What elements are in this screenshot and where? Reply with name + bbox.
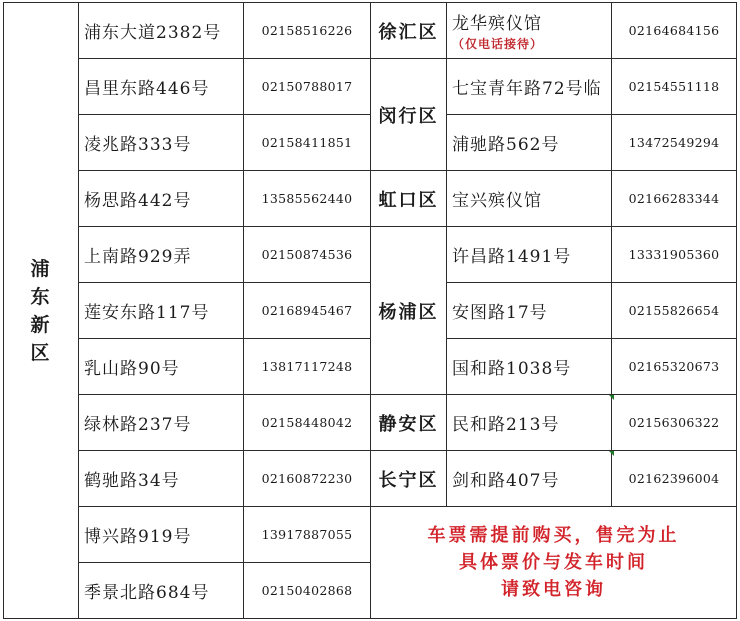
table-row	[4, 283, 737, 339]
cell-corner-marker	[609, 395, 614, 400]
address-cell: 安图路17号	[447, 283, 612, 339]
address-cell: 民和路213号	[447, 395, 612, 451]
district-jingan: 静安区	[371, 395, 447, 451]
phone-cell: 13917887055	[244, 507, 371, 563]
table-row	[4, 3, 737, 59]
district-changning: 长宁区	[371, 451, 447, 507]
address-cell: 剑和路407号	[447, 451, 612, 507]
address-cell: 博兴路919号	[79, 507, 244, 563]
district-pudong	[4, 3, 79, 619]
address-text: 龙华殡仪馆	[452, 14, 542, 34]
phone-cell: 13817117248	[244, 339, 371, 395]
address-cell: 绿林路237号	[79, 395, 244, 451]
district-char: 区	[30, 341, 52, 364]
address-cell: 国和路1038号	[447, 339, 612, 395]
table-row	[4, 395, 737, 451]
table-row	[4, 451, 737, 507]
cell-corner-marker	[609, 451, 614, 456]
phone-cell: 02150402868	[244, 563, 371, 619]
phone-cell: 02155826654	[612, 283, 737, 339]
phone-cell: 02165320673	[612, 339, 737, 395]
address-cell: 浦东大道2382号	[79, 3, 244, 59]
address-cell: 许昌路1491号	[447, 227, 612, 283]
table-row	[4, 59, 737, 115]
address-cell: 季景北路684号	[79, 563, 244, 619]
address-cell: 上南路929弄	[79, 227, 244, 283]
district-char: 东	[30, 285, 52, 308]
phone-cell: 02158411851	[244, 115, 371, 171]
address-cell: 乳山路90号	[79, 339, 244, 395]
notice-line: 车票需提前购买，售完为止	[427, 525, 680, 546]
phone-cell: 02154551118	[612, 59, 737, 115]
address-cell: 鹤驰路34号	[79, 451, 244, 507]
phone-cell: 02150874536	[244, 227, 371, 283]
phone-cell: 02158448042	[244, 395, 371, 451]
phone-cell: 02162396004	[612, 451, 737, 507]
district-char: 新	[30, 313, 52, 336]
phone-cell: 02160872230	[244, 451, 371, 507]
address-cell: 莲安东路117号	[79, 283, 244, 339]
phone-cell: 02164684156	[612, 3, 737, 59]
address-cell	[447, 3, 612, 59]
phone-cell: 02168945467	[244, 283, 371, 339]
ticket-outlet-table	[3, 2, 737, 619]
table-row	[4, 115, 737, 171]
table-row	[4, 171, 737, 227]
address-cell: 杨思路442号	[79, 171, 244, 227]
phone-cell: 02166283344	[612, 171, 737, 227]
address-cell: 昌里东路446号	[79, 59, 244, 115]
phone-cell: 13331905360	[612, 227, 737, 283]
phone-cell: 02158516226	[244, 3, 371, 59]
district-hongkou: 虹口区	[371, 171, 447, 227]
district-minhang: 闵行区	[371, 59, 447, 171]
notice-line: 请致电咨询	[501, 579, 606, 600]
phone-only-note: （仅电话接待）	[452, 37, 544, 51]
address-cell: 浦驰路562号	[447, 115, 612, 171]
table-row	[4, 507, 737, 563]
table-row	[4, 339, 737, 395]
address-cell: 凌兆路333号	[79, 115, 244, 171]
address-cell: 宝兴殡仪馆	[447, 171, 612, 227]
district-yangpu: 杨浦区	[371, 227, 447, 395]
district-xuhui: 徐汇区	[371, 3, 447, 59]
table-row	[4, 227, 737, 283]
phone-cell: 13472549294	[612, 115, 737, 171]
notice-line: 具体票价与发车时间	[459, 552, 648, 573]
phone-cell: 02150788017	[244, 59, 371, 115]
ticket-notice	[371, 507, 737, 619]
address-cell: 七宝青年路72号临	[447, 59, 612, 115]
district-char: 浦	[30, 257, 52, 280]
phone-cell: 13585562440	[244, 171, 371, 227]
phone-cell: 02156306322	[612, 395, 737, 451]
